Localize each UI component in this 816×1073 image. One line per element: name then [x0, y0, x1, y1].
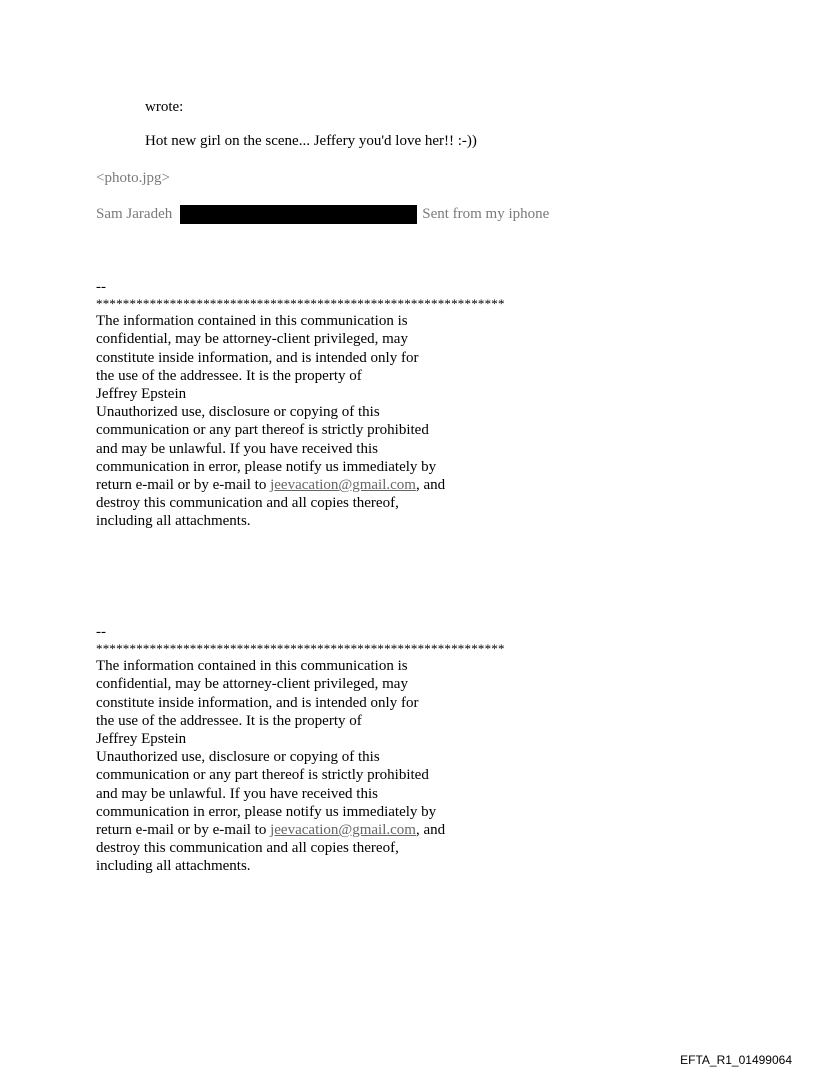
disclaimer-line: constitute inside information, and is intended only for	[96, 694, 419, 711]
disclaimer-line: the use of the addressee. It is the property of	[96, 367, 362, 384]
redaction-bar	[180, 205, 417, 224]
email-prefix: return e-mail or by e-mail to	[96, 822, 271, 839]
disclaimer-email-line	[96, 821, 505, 839]
disclaimer-line: destroy this communication and all copies thereof,	[96, 495, 399, 512]
disclaimer-line: including all attachments.	[96, 858, 251, 875]
wrote-line: wrote:	[145, 99, 184, 115]
disclaimer-line: and may be unlawful. If you have received this	[96, 440, 378, 457]
email-link[interactable]: jeevacation@gmail.com	[270, 477, 416, 494]
document-id: EFTA_R1_01499064	[680, 1053, 792, 1067]
disclaimer-email-line	[96, 476, 505, 494]
disclaimer-block	[96, 623, 505, 876]
disclaimer-line: and may be unlawful. If you have received this	[96, 785, 378, 802]
disclaimer-line: constitute inside information, and is intended only for	[96, 349, 419, 366]
disclaimer-line: Jeffrey Epstein	[96, 386, 187, 403]
disclaimer-line: The information contained in this communication is	[96, 313, 408, 330]
attachment-placeholder: <photo.jpg>	[96, 170, 171, 186]
disclaimer-line: communication or any part thereof is strictly prohibited	[96, 422, 429, 439]
disclaimer-line: Jeffrey Epstein	[96, 731, 187, 748]
disclaimer-line: confidential, may be attorney-client privileged, may	[96, 676, 408, 693]
disclaimer-line: communication in error, please notify us immediately by	[96, 458, 437, 475]
sender-name: Sam Jaradeh	[96, 205, 173, 222]
disclaimer-line: the use of the addressee. It is the property of	[96, 712, 362, 729]
disclaimer-line: Unauthorized use, disclosure or copying of this	[96, 404, 380, 421]
disclaimer-line: including all attachments.	[96, 513, 251, 530]
message-body: Hot new girl on the scene... Jeffery you'd love her!! :-))	[145, 133, 477, 149]
email-suffix: , and	[415, 477, 446, 494]
signature-row	[96, 205, 549, 223]
disclaimer-line: Unauthorized use, disclosure or copying of this	[96, 749, 380, 766]
disclaimer-block	[96, 278, 505, 531]
separator-stars: *************************************************************	[96, 296, 505, 312]
separator-dashes: --	[96, 279, 106, 295]
disclaimer-line: communication in error, please notify us immediately by	[96, 803, 437, 820]
sent-from: Sent from my iphone	[422, 205, 550, 222]
separator-dashes: --	[96, 624, 106, 640]
email-link[interactable]: jeevacation@gmail.com	[270, 822, 416, 839]
disclaimer-line: communication or any part thereof is strictly prohibited	[96, 767, 429, 784]
email-prefix: return e-mail or by e-mail to	[96, 477, 271, 494]
disclaimer-line: The information contained in this communication is	[96, 658, 408, 675]
disclaimer-line: confidential, may be attorney-client privileged, may	[96, 331, 408, 348]
separator-stars: *************************************************************	[96, 641, 505, 657]
disclaimer-line: destroy this communication and all copies thereof,	[96, 840, 399, 857]
email-suffix: , and	[415, 822, 446, 839]
